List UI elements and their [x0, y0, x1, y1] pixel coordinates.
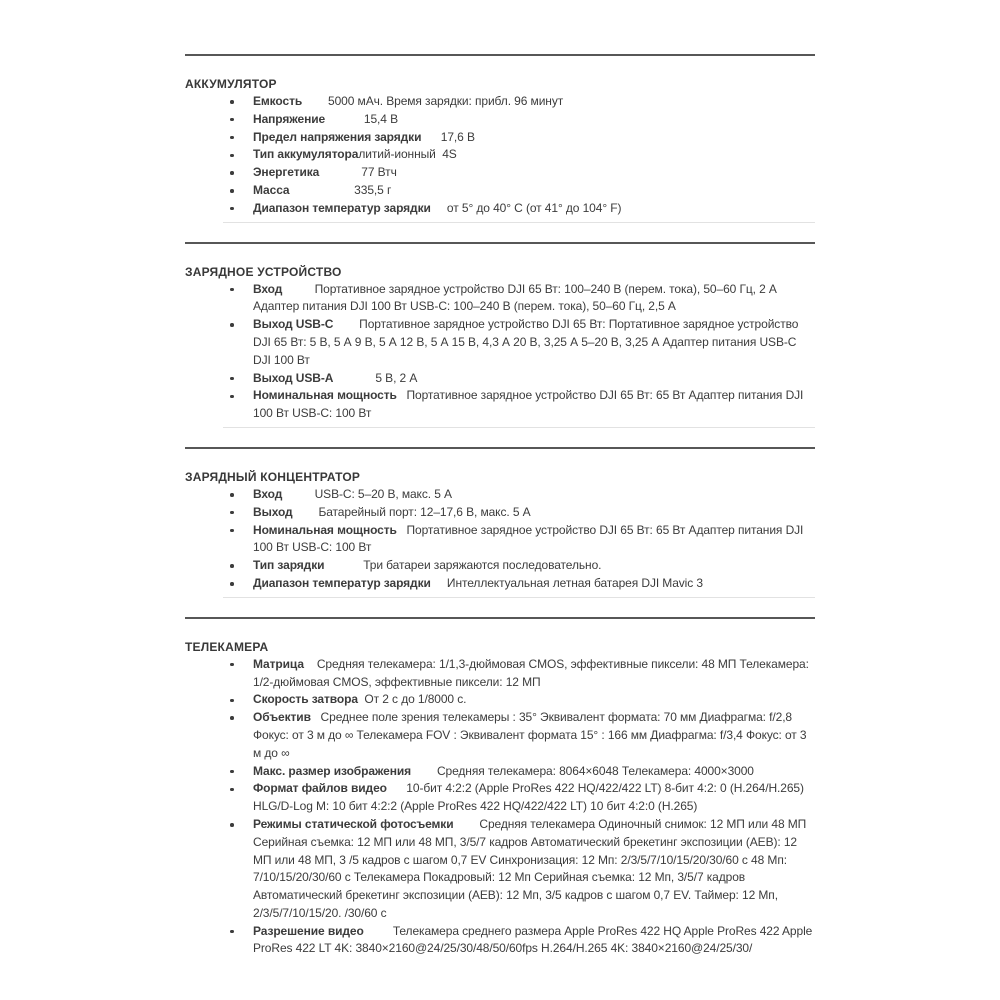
bullet-icon — [230, 154, 234, 158]
spec-label: Объектив — [253, 710, 311, 725]
spec-label: Предел напряжения зарядки — [253, 129, 422, 144]
spec-item — [223, 146, 815, 164]
spec-value: USB-C: 5–20 В, макс. 5 А — [282, 486, 452, 501]
bullet-icon — [230, 171, 234, 175]
spec-label: Емкость — [253, 94, 303, 108]
spec-label: Энергетика — [253, 165, 320, 180]
spec-label: Выход USB-A — [253, 370, 334, 385]
spec-item — [223, 486, 815, 504]
spec-value: Портативное зарядное устройство DJI 65 Вт: Портативное зарядное устройство DJI 65 Вт: 5 В, 5 А 9 В, 5 А 12 В, 5 А 15 В, 4,3 А 20 В, 3,25 А 5–20 В, 3,25 А Адаптер питания USB-C DJI 100 Вт — [253, 317, 802, 367]
spec-value: 5000 мАч. Время зарядки: прибл. 96 минут — [302, 94, 564, 108]
spec-section — [185, 54, 815, 223]
spec-item — [223, 557, 815, 575]
spec-item — [223, 129, 815, 147]
spec-value: Средняя телекамера: 1/1,3-дюймовая CMOS, эффективные пиксели: 48 МП Телекамера: 1/2-дюймовая CMOS, эффективные пиксели: 12 МП — [253, 656, 813, 689]
spec-item — [223, 504, 815, 522]
spec-value: Три батареи заряжаются последовательно. — [324, 558, 602, 573]
spec-item — [223, 816, 815, 923]
spec-item — [223, 387, 815, 423]
spec-label: Вход — [253, 281, 283, 296]
bullet-icon — [230, 136, 234, 140]
section-title: ЗАРЯДНЫЙ КОНЦЕНТРАТОР — [185, 469, 361, 484]
spec-value: 5 В, 2 А — [333, 370, 418, 385]
spec-item — [223, 923, 815, 959]
spec-label: Матрица — [253, 656, 304, 671]
bullet-icon — [230, 118, 234, 122]
spec-value: Портативное зарядное устройство DJI 65 Вт: 100–240 В (перем. тока), 50–60 Гц, 2 А Адаптер питания DJI 100 Вт USB-C: 100–240 В (перем. тока), 50–60 Гц, 2,5 А — [253, 281, 781, 314]
spec-item — [223, 575, 815, 593]
bullet-icon — [230, 189, 234, 193]
spec-label: Тип аккумулятора — [253, 147, 359, 162]
bullet-icon — [230, 930, 234, 934]
bullet-icon — [230, 323, 234, 327]
spec-item — [223, 709, 815, 762]
spec-item — [223, 164, 815, 182]
spec-label: Диапазон температур зарядки — [253, 200, 431, 215]
spec-item — [223, 656, 815, 692]
spec-label: Режимы статической фотосъемки — [253, 816, 454, 831]
bullet-icon — [230, 823, 234, 827]
section-title: ТЕЛЕКАМЕРА — [185, 639, 269, 654]
section-divider — [185, 617, 815, 619]
spec-label: Напряжение — [253, 111, 326, 126]
spec-label: Тип зарядки — [253, 558, 325, 573]
spec-section — [185, 447, 815, 598]
spec-item — [223, 200, 815, 218]
spec-list — [223, 281, 815, 428]
spec-value: 10-бит 4:2:2 (Apple ProRes 422 HQ/422/422 LT) 8-бит 4:2: 0 (H.264/H.265) HLG/D-Log M: 10 бит 4:2:2 (Apple ProRes 422 HQ/422/422 LT) 10 бит 4:2:0 (H.265) — [253, 781, 808, 814]
section-divider — [185, 447, 815, 449]
spec-value: Батарейный порт: 12–17,6 В, макс. 5 А — [292, 504, 531, 519]
bullet-icon — [230, 788, 234, 792]
bullet-icon — [230, 377, 234, 381]
spec-value: Портативное зарядное устройство DJI 65 Вт: 65 Вт Адаптер питания DJI 100 Вт USB-C: 100 Вт — [253, 388, 807, 421]
spec-section — [185, 242, 815, 428]
bullet-icon — [230, 511, 234, 515]
bullet-icon — [230, 493, 234, 497]
spec-label: Номинальная мощность — [253, 522, 397, 537]
section-divider — [185, 54, 815, 56]
spec-list — [223, 93, 815, 223]
spec-label: Номинальная мощность — [253, 388, 397, 403]
spec-label: Выход — [253, 504, 293, 519]
spec-value: Телекамера среднего размера Apple ProRes 422 HQ Apple ProRes 422 Apple ProRes 422 LT 4K: 3840×2160@24/25/30/48/50/60fps H.264/H.265 4K: 3840×2160@24/25/30/ — [253, 923, 816, 956]
bullet-icon — [230, 529, 234, 533]
spec-item — [223, 182, 815, 200]
spec-label: Диапазон температур зарядки — [253, 575, 431, 590]
spec-list — [223, 486, 815, 598]
spec-value: 15,4 В — [325, 111, 398, 126]
spec-value: От 2 с до 1/8000 с. — [357, 692, 467, 707]
spec-value: Средняя телекамера Одиночный снимок: 12 МП или 48 МП Серийная съемка: 12 МП или 48 МП, 3/5/7 кадров Автоматический брекетинг экспозиции (AEB): 12 МП или 48 МП, 3 /5 кадров с шагом 0,7 EV Синхронизация: 12 Мп: 2/3/5/7/10/15/20/30/60 с 48 Мп: 7/10/15/20/30/60 с Телекамера Покадровый: 12 Мп Серийная съемка: 12 Мп, 3/5/7 кадров Автоматический брекетинг экспозиции (AEB): 12 Мп, 3/5 кадров с шагом 0,7 EV. Таймер: 12 Мп, 2/3/5/7/10/15/20. /30/60 с — [253, 816, 810, 920]
bullet-icon — [230, 716, 234, 720]
spec-item — [223, 111, 815, 129]
spec-item — [223, 763, 815, 781]
spec-item — [223, 281, 815, 317]
document-content — [185, 54, 815, 981]
spec-item — [223, 93, 815, 111]
spec-value: Средняя телекамера: 8064×6048 Телекамера: 4000×3000 — [411, 763, 754, 778]
spec-label: Скорость затвора — [253, 692, 358, 707]
spec-value: Среднее поле зрения телекамеры : 35° Эквивалент формата: 70 мм Диафрагма: f/2,8 Фокус: от 3 м до ∞ Телекамера FOV : Эквивалент формата 15° : 166 мм Диафрагма: f/3,4 Фокус: от 3 м до ∞ — [253, 710, 810, 760]
spec-item — [223, 316, 815, 369]
bullet-icon — [230, 699, 234, 703]
spec-value: 77 Втч — [319, 165, 397, 180]
spec-list — [223, 656, 815, 963]
spec-label: Макс. размер изображения — [253, 763, 412, 778]
section-title: ЗАРЯДНОЕ УСТРОЙСТВО — [185, 264, 342, 279]
spec-label: Выход USB-C — [253, 317, 334, 332]
spec-value: 335,5 г — [289, 182, 392, 197]
bullet-icon — [230, 395, 234, 399]
spec-value: Интеллектуальная летная батарея DJI Mavic 3 — [430, 575, 703, 590]
spec-item — [223, 370, 815, 388]
spec-item — [223, 522, 815, 558]
bullet-icon — [230, 288, 234, 292]
spec-label: Разрешение видео — [253, 923, 364, 938]
bullet-icon — [230, 770, 234, 774]
bullet-icon — [230, 207, 234, 211]
spec-value: литий-ионный 4S — [358, 147, 457, 162]
bullet-icon — [230, 663, 234, 667]
spec-label: Вход — [253, 486, 283, 501]
spec-value: Портативное зарядное устройство DJI 65 Вт: 65 Вт Адаптер питания DJI 100 Вт USB-C: 100 Вт — [253, 522, 807, 555]
spec-item — [223, 780, 815, 816]
spec-label: Формат файлов видео — [253, 781, 387, 796]
section-divider — [185, 242, 815, 244]
bullet-icon — [230, 564, 234, 568]
spec-label: Масса — [253, 182, 290, 197]
spec-item — [223, 691, 815, 709]
section-title: АККУМУЛЯТОР — [185, 77, 277, 91]
spec-value: от 5° до 40° C (от 41° до 104° F) — [430, 200, 622, 215]
bullet-icon — [230, 582, 234, 586]
spec-value: 17,6 В — [421, 129, 475, 144]
spec-section — [185, 617, 815, 963]
bullet-icon — [230, 100, 234, 104]
